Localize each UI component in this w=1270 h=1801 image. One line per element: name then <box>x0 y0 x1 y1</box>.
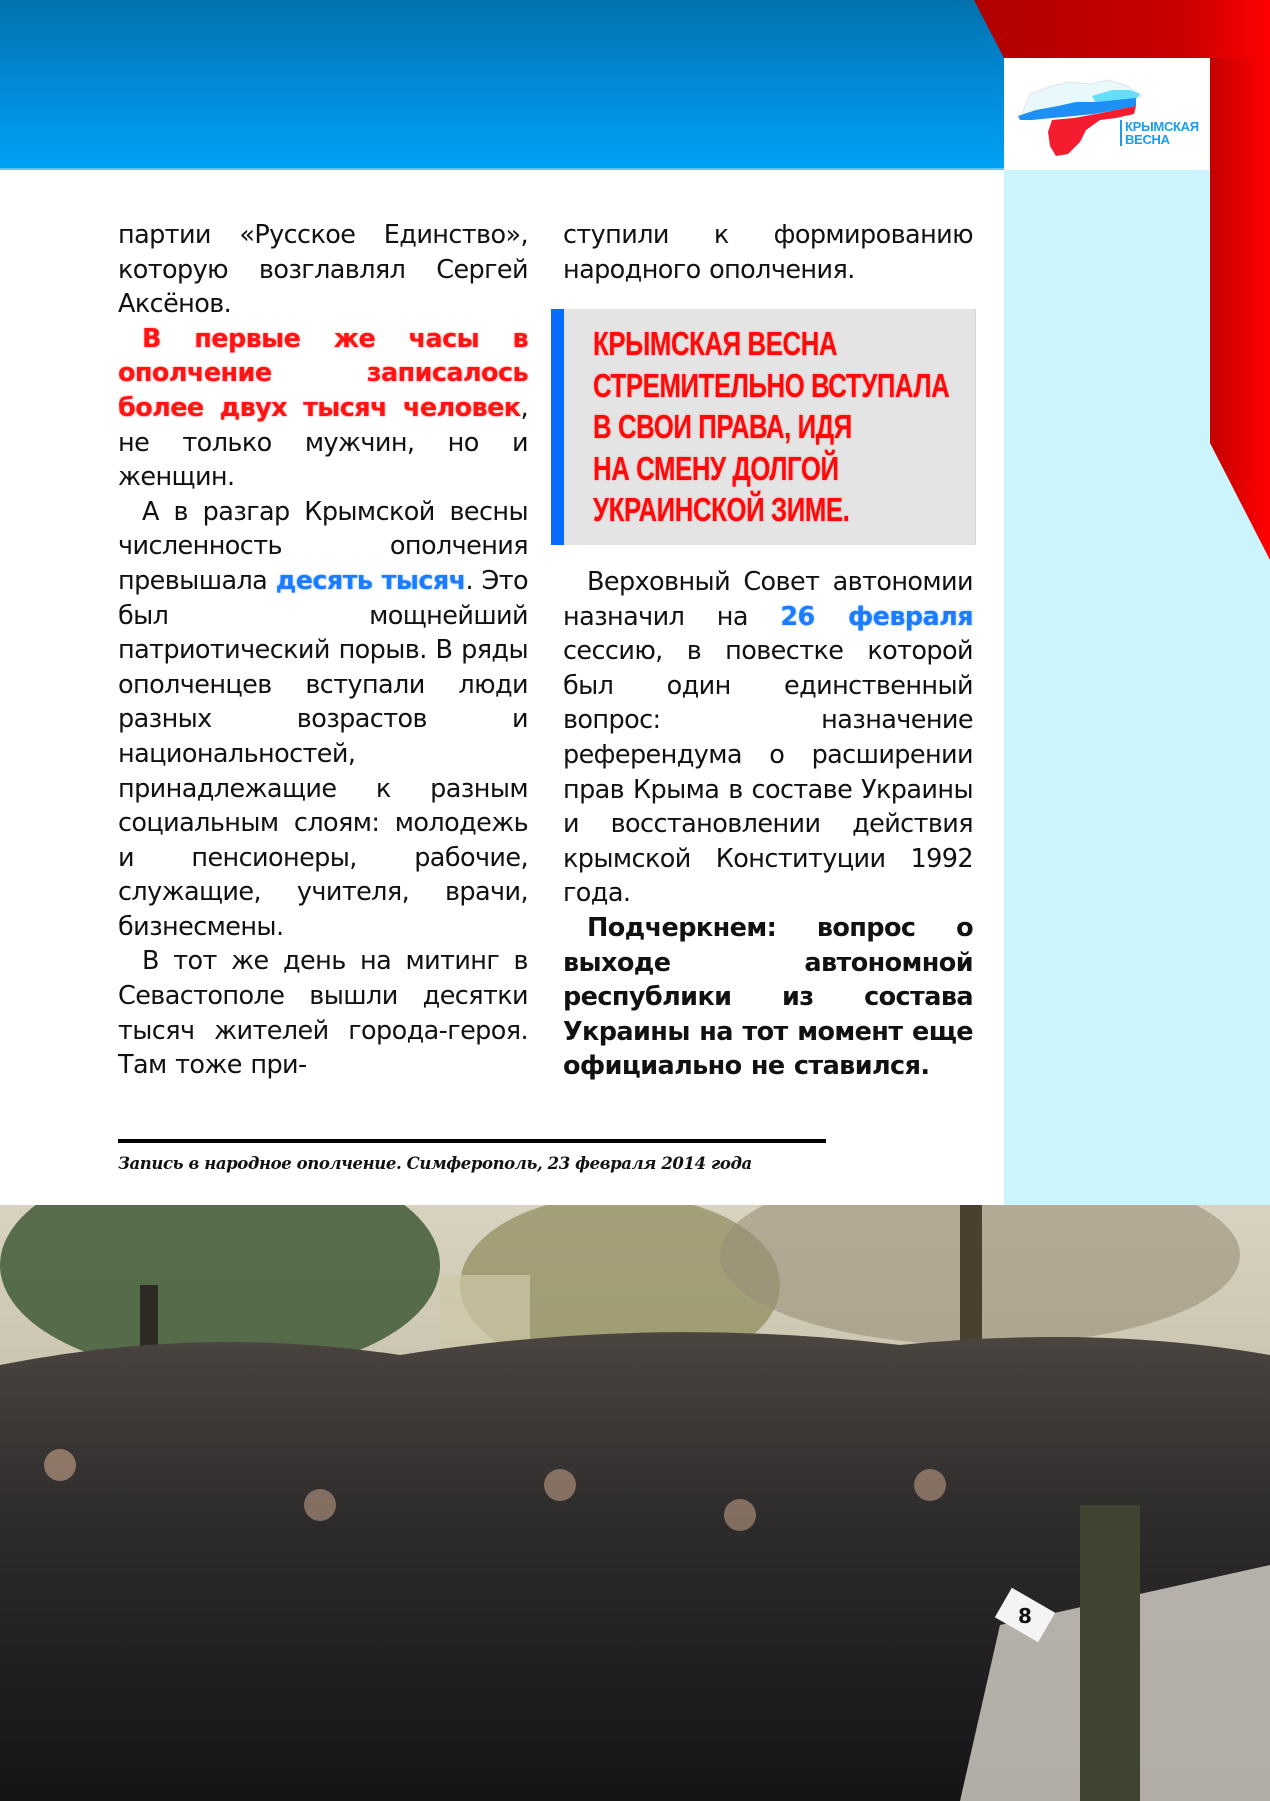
logo-text-line1: КРЫМСКАЯ <box>1125 119 1199 134</box>
paragraph-text: сессию, в повестке которой был один единственный вопрос: назначение референдума о расширении прав Крыма в составе Украины и восстановлении действия крымской Конституции 1992 года. <box>563 636 973 909</box>
quote-line: УКРАИНСКОЙ ЗИМЕ. <box>593 491 850 528</box>
caption-divider <box>118 1139 826 1143</box>
paragraph: ступили к формированию народного ополчения. <box>563 220 973 285</box>
right-text-column-lower <box>563 565 973 1084</box>
logo-text-line2: ВЕСНА <box>1125 132 1170 147</box>
logo-box <box>1004 58 1210 170</box>
quote-line: КРЫМСКАЯ ВЕСНА <box>593 325 838 362</box>
left-text-column <box>118 218 528 1083</box>
paragraph: партии «Русское Единство», которую возглавлял Сергей Аксёнов. <box>118 220 528 320</box>
right-text-column <box>563 218 973 287</box>
paragraph <box>118 495 528 945</box>
quote-text <box>593 323 950 531</box>
quote-line: НА СМЕНУ ДОЛГОЙ <box>593 449 839 487</box>
quote-line: СТРЕМИТЕЛЬНО ВСТУПАЛА <box>593 366 950 404</box>
paragraph-text: Верховный Совет автономии назначил на <box>563 567 973 632</box>
crimea-map-tricolor-icon <box>1012 72 1152 162</box>
paragraph <box>563 565 973 911</box>
paragraph <box>118 322 528 495</box>
side-panel <box>1004 170 1270 1205</box>
highlight-red-text: В первые же часы в ополчение записалось более двух тысяч человек <box>118 323 528 423</box>
paragraph-bold: Подчеркнем: вопрос о выходе автономной республики из состава Украины на тот момент еще официально не ставился. <box>563 912 973 1082</box>
quote-line: В СВОИ ПРАВА, ИДЯ <box>593 408 852 445</box>
sign-number: 8 <box>1018 1604 1032 1628</box>
crowd-photo <box>0 1205 1270 1801</box>
paragraph-text: А в разгар Крымской весны численность ополчения превышала <box>118 496 528 596</box>
crowd-photo-image <box>0 1205 1270 1801</box>
quote-accent-bar <box>551 309 564 545</box>
paragraph-text: , не только мужчин, но и женщин. <box>118 392 528 493</box>
paragraph-text: . Это был мощнейший патриотический порыв. В ряды ополченцев вступали люди разных возрастов и национальностей, принадлежащие к разным социальным слоям: молодежь и пенсионеры, рабочие, служащие, учителя, врачи, бизнесмены. <box>118 565 529 942</box>
highlight-blue-text: 26 февраля <box>780 601 974 632</box>
logo-text <box>1120 120 1199 146</box>
highlight-blue-text: десять тысяч <box>275 565 466 596</box>
paragraph: В тот же день на митинг в Севастополе вышли десятки тысяч жителей города-героя. Там тоже при- <box>118 946 528 1081</box>
header-band <box>0 0 1004 170</box>
photo-caption: Запись в народное ополчение. Симферополь, 23 февраля 2014 года <box>118 1154 752 1173</box>
pull-quote <box>551 309 976 545</box>
